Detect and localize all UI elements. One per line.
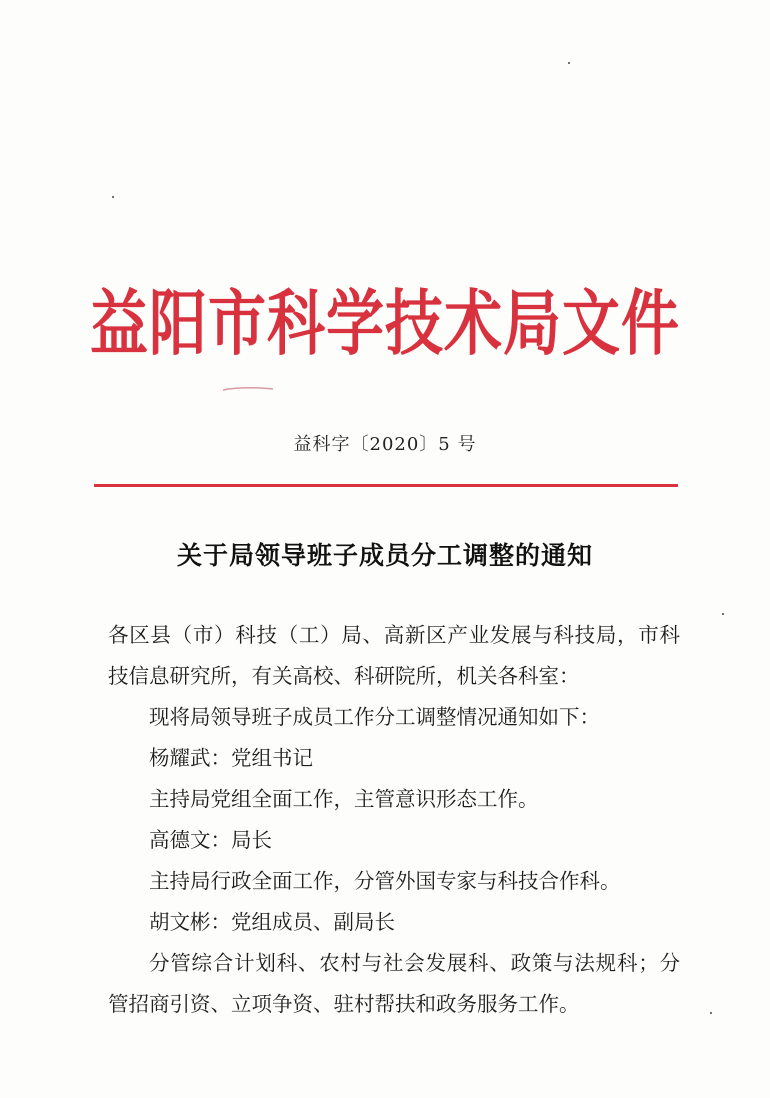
leader-name-gao: 高德文：局长: [149, 828, 272, 852]
scan-speck: [710, 1012, 712, 1014]
leader-name-yang: 杨耀武：党组书记: [149, 746, 313, 770]
scan-speck: [722, 613, 724, 615]
notice-title: 关于局领导班子成员分工调整的通知: [176, 541, 593, 570]
scan-speck: [568, 62, 570, 64]
duty-paragraph-yang: 主持局党组全面工作，主管意识形态工作。: [149, 787, 539, 811]
intro-paragraph: 现将局领导班子成员工作分工调整情况通知如下：: [149, 705, 600, 729]
document-number: 益科字〔2020〕5 号: [293, 434, 477, 455]
scan-speck: [112, 196, 114, 198]
addressee-paragraph: 各区县（市）科技（工）局、高新区产业发展与科技局，市科技信息研究所，有关高校、科研院所，机关各科室：: [108, 623, 680, 688]
notice-body: [108, 615, 680, 1025]
header-divider-line: [94, 484, 678, 487]
duty-paragraph-gao: 主持局行政全面工作，分管外国专家与科技合作科。: [149, 869, 621, 893]
duty-paragraph-hu: 分管综合计划科、农村与社会发展科、政策与法规科；分管招商引资、立项争资、驻村帮扶和政务服务工作。: [108, 951, 680, 1016]
ink-smudge: [222, 386, 274, 392]
leader-name-hu: 胡文彬：党组成员、副局长: [149, 910, 395, 934]
document-header-title: 益阳市科学技术局文件: [89, 281, 680, 365]
